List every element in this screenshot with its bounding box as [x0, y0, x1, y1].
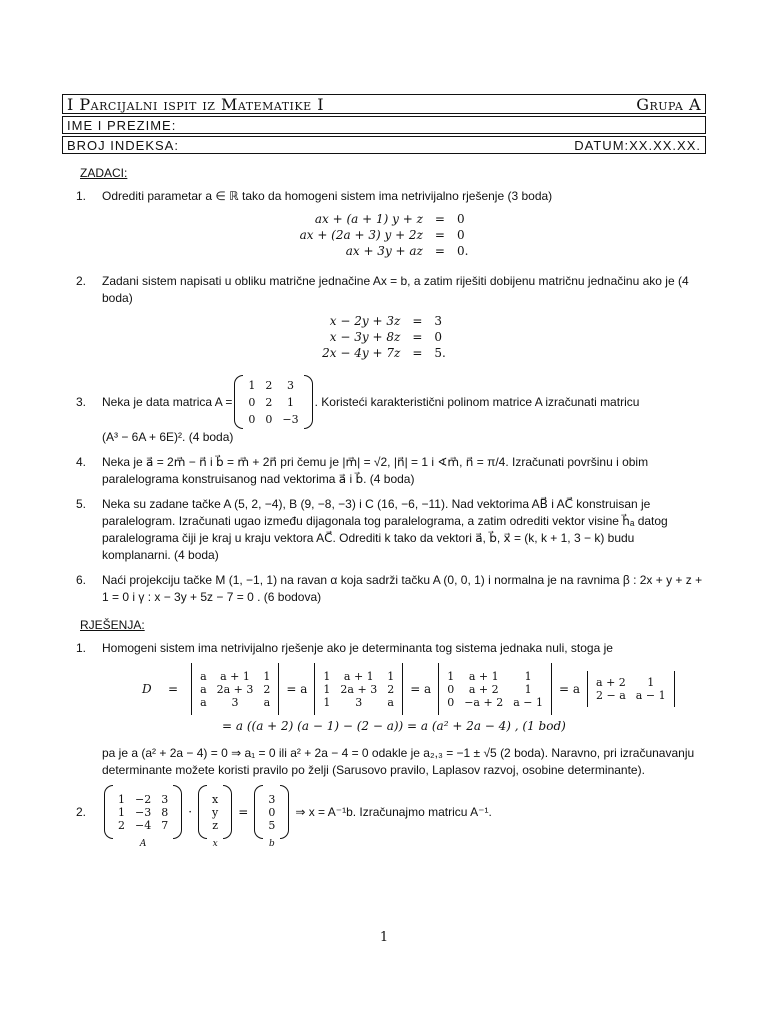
matrix-row: a + 2 1: [596, 676, 655, 689]
index-label: BROJ INDEKSA:: [67, 137, 179, 153]
solution-1: 1. Homogeni sistem ima netrivijalno rješenje ako je determinanta tog sistema jednaka nuli, stoga je: [76, 641, 613, 655]
page-number: 1: [379, 930, 389, 945]
matrix-row: 1 −3 8: [118, 805, 169, 819]
matrix-row: 2 − a a − 1: [596, 689, 666, 702]
determinant-result: = a ((a + 2) (a − 1) − (2 − a)) = a (a² + 2a − 4) , (1 bod): [222, 719, 566, 733]
task-4: 4. Neka je a⃗ = 2m⃗ − n⃗ i b⃗ = m⃗ + 2n⃗ pri čemu je |m⃗| = √2, |n⃗| = 1 i ∢m⃗, n⃗ = π/4. Izračunati površinu i obim paralelograma konstruisanog nad vektorima a⃗ i b⃗. (4 boda): [76, 455, 649, 486]
matrix-row: 0 −a + 2 a − 1: [447, 695, 543, 709]
index-field: [62, 136, 706, 154]
equation-row: x − 2y + 3z = 3: [329, 314, 443, 328]
equation-row: ax + (2a + 3) y + 2z = 0: [299, 228, 465, 242]
matrix-row: 0: [268, 805, 276, 819]
matrix-row: 1 2 3: [248, 378, 295, 392]
det-1: [188, 663, 282, 715]
equation-row: ax + 3y + az = 0.: [345, 244, 469, 258]
solution-2: 2. 1 −2 3 1 −3 8 2 −4 7 A · x y z x = 3 0 5 b ⇒ x = A⁻¹b. Izračunajmo matricu A⁻¹.: [62, 785, 706, 849]
equation-row: ax + (a + 1) y + z = 0: [314, 212, 465, 226]
solutions-heading: RJEŠENJA:: [80, 618, 145, 632]
matrix-s2-a: [104, 785, 182, 839]
det-3: [435, 663, 555, 715]
matrix-row: 1 a + 1 1: [323, 669, 395, 683]
tasks-heading: ZADACI:: [80, 166, 128, 180]
task-6: 6. Naći projekciju tačke M (1, −1, 1) na ravan α koja sadrži tačku A (0, 0, 1) i normalna je na ravnima β : 2x + y + z + 1 = 0 i γ : x − 3y + 5z − 7 = 0 . (6 bodova): [76, 573, 703, 604]
task-5: 5. Neka su zadane tačke A (5, 2, −4), B (9, −8, −3) i C (16, −6, −11). Nad vektorima AB⃗ i AC⃗ konstruisan je paralelogram. Izračunati ugao između dijagonala tog paralelograma, a zatim odrediti vektor visine h⃗ₐ datog paralelograma čiji je kraj u kraju vektora AC⃗. Odrediti k tako da vektori a⃗, b⃗, x⃗ = (k, k + 1, 3 − k) budu komplanarni. (4 boda): [76, 497, 668, 562]
matrix-row: 1 2a + 3 2: [323, 682, 395, 696]
name-field: [62, 116, 706, 134]
vector-b: [254, 785, 289, 839]
determinant-row: D = a a + 1 1 a 2a + 3 2 a 3 a = a 1 a + 1 1 1 2a + 3 2 1 3 a = a 1 a + 1 1 0 a + 2 1 0 −a + 2 a − 1 = a a + 2 1 2 − a a − 1: [142, 663, 706, 715]
matrix-row: y: [212, 805, 219, 819]
vector-x: [198, 785, 232, 839]
matrix-row: x: [212, 792, 219, 806]
exam-title: I Parcijalni ispit iz Matematike I: [67, 94, 325, 114]
matrix-row: 1 −2 3: [118, 792, 169, 806]
matrix-row: 0 a + 2 1: [447, 682, 532, 696]
task-3: 3. Neka je data matrica A = 1 2 3 0 2 1 0 0 −3 . Koristeći karakteristični polinom matrice A izračunati matricu (A³ − 6A + 6E)². (4 boda): [62, 375, 706, 446]
equation-row: 2x − 4y + 7z = 5.: [322, 346, 446, 360]
name-label: IME I PREZIME:: [67, 117, 177, 133]
system-1: [62, 211, 706, 259]
matrix-row: 0 0 −3: [248, 412, 299, 426]
task-2: 2. Zadani sistem napisati u obliku matrične jednačine Ax = b, a zatim riješiti dobijenu matričnu jednačinu ako je (4 boda): [76, 274, 689, 305]
matrix-row: a a + 1 1: [200, 669, 271, 683]
matrix-row: 3: [268, 792, 276, 806]
exam-header: [62, 94, 706, 114]
exam-group: Grupa A: [636, 94, 701, 114]
det-2: [311, 663, 406, 715]
task-1: 1. Odrediti parametar a ∈ ℝ tako da homogeni sistem ima netrivijalno rješenje (3 boda): [76, 189, 553, 203]
matrix-row: 0 2 1: [248, 395, 295, 409]
matrix-row: 5: [268, 818, 276, 832]
exam-page: [62, 94, 706, 849]
system-2: [62, 313, 706, 361]
date-label: DATUM:XX.XX.XX.: [574, 137, 701, 153]
matrix-a: [234, 375, 312, 429]
matrix-row: z: [212, 818, 219, 832]
matrix-row: 1 3 a: [323, 695, 394, 709]
matrix-row: 2 −4 7: [118, 818, 169, 832]
det-4: [584, 671, 678, 707]
equation-row: x − 3y + 8z = 0: [329, 330, 443, 344]
matrix-row: a 3 a: [200, 695, 271, 709]
matrix-row: 1 a + 1 1: [447, 669, 532, 683]
solution-1-text: pa je a (a² + 2a − 4) = 0 ⇒ a₁ = 0 ili a² + 2a − 4 = 0 odakle je a₂,₃ = −1 ± √5 (2 boda). Naravno, pri izračunavanju determinante možete koristi pravilo po želji (Sarusovo pravilo, Laplasov razvoj, osobine determinante).: [102, 746, 695, 777]
matrix-row: a 2a + 3 2: [200, 682, 271, 696]
